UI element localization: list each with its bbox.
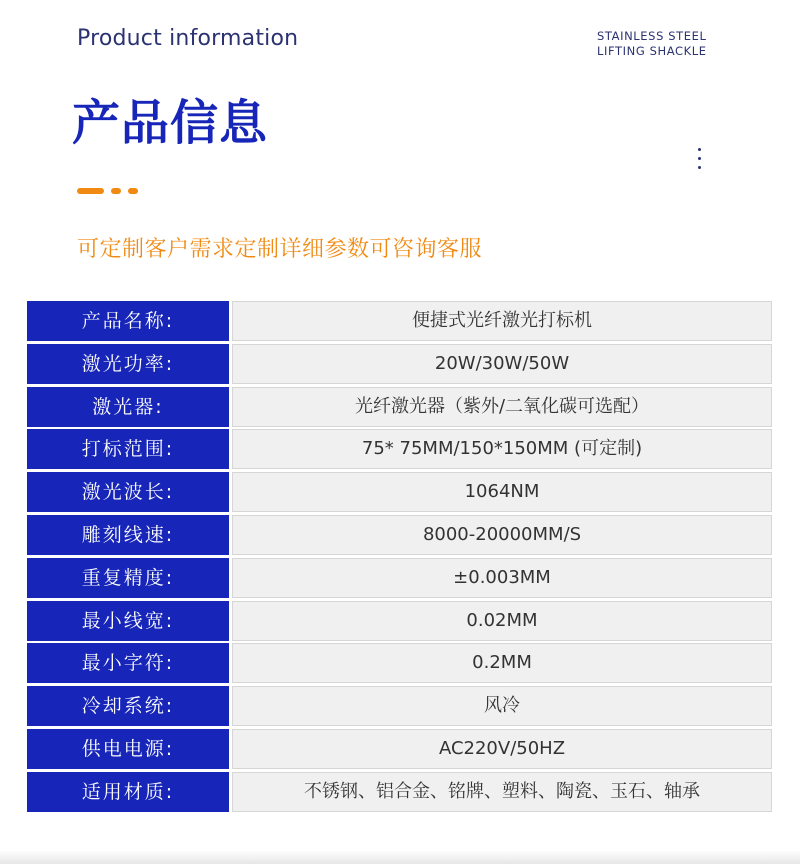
corner-caption-line-1: STAINLESS STEEL: [597, 29, 707, 43]
spec-table: [27, 301, 772, 815]
spec-row: [27, 772, 772, 812]
spec-row: [27, 729, 772, 769]
spec-row: [27, 601, 772, 641]
spec-label: 冷却系统:: [27, 686, 229, 726]
spec-label: 重复精度:: [27, 558, 229, 598]
spec-row: [27, 429, 772, 469]
spec-row: [27, 515, 772, 555]
spec-value: 光纤激光器（紫外/二氧化碳可选配）: [232, 387, 772, 427]
spec-label: 雕刻线速:: [27, 515, 229, 555]
page-title: 产品信息: [72, 95, 269, 151]
spec-value: 1064NM: [232, 472, 772, 512]
spec-value: 0.02MM: [232, 601, 772, 641]
spec-row: [27, 387, 772, 427]
spec-label: 最小线宽:: [27, 601, 229, 641]
spec-row: [27, 558, 772, 598]
spec-row: [27, 472, 772, 512]
spec-label: 最小字符:: [27, 643, 229, 683]
spec-value: 8000-20000MM/S: [232, 515, 772, 555]
spec-label: 产品名称:: [27, 301, 229, 341]
spec-value: 20W/30W/50W: [232, 344, 772, 384]
spec-label: 供电电源:: [27, 729, 229, 769]
spec-label: 激光功率:: [27, 344, 229, 384]
spec-label: 激光波长:: [27, 472, 229, 512]
spec-value: 不锈钢、铝合金、铭牌、塑料、陶瓷、玉石、轴承: [232, 772, 772, 812]
spec-label: 激光器:: [27, 387, 229, 427]
spec-label: 适用材质:: [27, 772, 229, 812]
spec-row: [27, 301, 772, 341]
bottom-shadow-divider: [0, 850, 800, 864]
spec-row: [27, 686, 772, 726]
spec-value: 0.2MM: [232, 643, 772, 683]
spec-label: 打标范围:: [27, 429, 229, 469]
vertical-dots-icon: [698, 148, 702, 175]
customization-tagline: 可定制客户需求定制详细参数可咨询客服: [77, 237, 483, 262]
subtitle-english: Product information: [77, 26, 299, 51]
spec-value: 75* 75MM/150*150MM (可定制): [232, 429, 772, 469]
spec-row: [27, 344, 772, 384]
spec-row: [27, 643, 772, 683]
spec-value: 便捷式光纤激光打标机: [232, 301, 772, 341]
spec-value: 风冷: [232, 686, 772, 726]
spec-value: ±0.003MM: [232, 558, 772, 598]
spec-value: AC220V/50HZ: [232, 729, 772, 769]
corner-caption-line-2: LIFTING SHACKLE: [597, 44, 707, 58]
corner-caption: [597, 29, 727, 59]
